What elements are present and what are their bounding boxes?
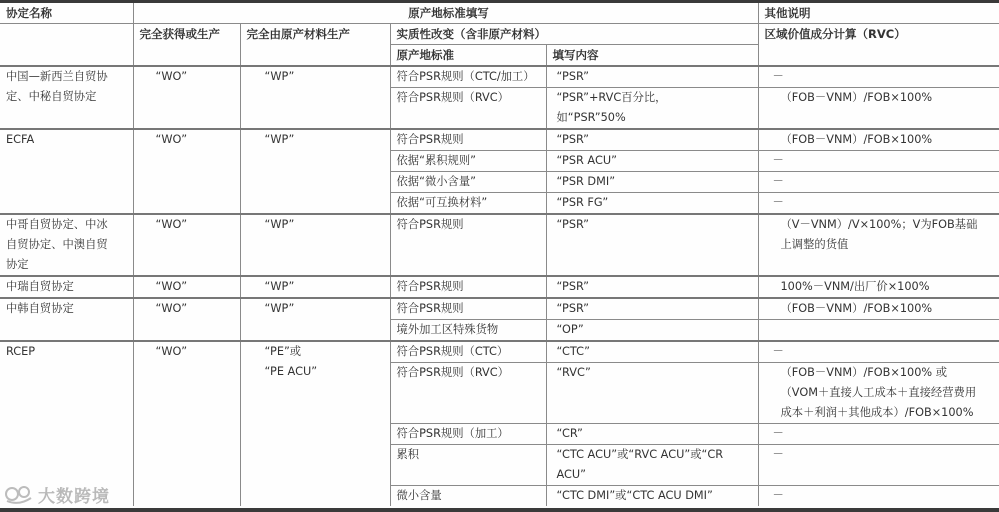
agreement-cell: 中哥自贸协定、中冰 自贸协定、中澳自贸 协定 [0, 214, 133, 276]
rvc-cell: － [758, 445, 999, 486]
header-rvc-calc: 区域价值成分计算（RVC） [758, 24, 999, 67]
wo-cell: “WO” [133, 214, 240, 276]
criterion-cell: 符合PSR规则（CTC） [390, 341, 546, 363]
rvc-cell: － [758, 486, 999, 507]
fill-cell: “PSR” [546, 298, 758, 320]
rvc-cell: － [758, 424, 999, 445]
criterion-cell: 累积 [390, 445, 546, 486]
table-row [0, 129, 999, 151]
header-row-1 [0, 3, 999, 24]
wp-cell: “WP” [240, 214, 390, 276]
pe-cell: “PE”或 “PE ACU” [240, 341, 390, 506]
criterion-cell: 依据“可互换材料” [390, 193, 546, 215]
fill-cell: “PSR DMI” [546, 172, 758, 193]
rvc-cell: － [758, 193, 999, 215]
rvc-cell: （V－VNM）/V×100%；V为FOB基础 上调整的货值 [758, 214, 999, 276]
header-row-2 [0, 24, 999, 45]
rvc-cell: （FOB－VNM）/FOB×100% [758, 129, 999, 151]
watermark-text: 大数跨境 [38, 486, 110, 507]
fill-cell: “RVC” [546, 363, 758, 424]
bottom-rule [0, 508, 999, 512]
rvc-cell: （FOB－VNM）/FOB×100% 或 （VOM＋直接人工成本＋直接经营费用 成本＋利润＋其他成本）/FOB×100% [758, 363, 999, 424]
fill-cell: “PSR” [546, 129, 758, 151]
fill-cell: “PSR” [546, 276, 758, 298]
header-wholly-mat: 完全由原产材料生产 [240, 24, 390, 67]
rvc-cell: － [758, 151, 999, 172]
fill-cell: “PSR ACU” [546, 151, 758, 172]
header-other: 其他说明 [758, 3, 999, 24]
agreement-cell: 中瑞自贸协定 [0, 276, 133, 298]
fill-cell: “CTC ACU”或“RVC ACU”或“CR ACU” [546, 445, 758, 486]
table-row [0, 66, 999, 88]
table-row [0, 214, 999, 276]
agreement-name-line: 定、中秘自贸协定 [6, 90, 97, 103]
wp-cell: “WP” [240, 298, 390, 341]
wp-cell: “WP” [240, 66, 390, 129]
fill-cell: “OP” [546, 320, 758, 342]
wo-cell: “WO” [133, 298, 240, 341]
criterion-cell: 符合PSR规则（加工） [390, 424, 546, 445]
criterion-cell: 符合PSR规则（RVC） [390, 88, 546, 130]
watermark-logo-icon [4, 484, 34, 504]
fill-cell: “CTC” [546, 341, 758, 363]
fill-cell: “CR” [546, 424, 758, 445]
header-fill: 填写内容 [546, 45, 758, 67]
table-row [0, 341, 999, 363]
criterion-cell: 依据“微小含量” [390, 172, 546, 193]
fill-cell: “PSR” [546, 66, 758, 88]
rvc-cell: － [758, 172, 999, 193]
header-substantial: 实质性改变（含非原产材料） [390, 24, 758, 45]
criterion-cell: 微小含量 [390, 486, 546, 507]
fill-cell: “PSR” [546, 214, 758, 276]
criterion-cell: 符合PSR规则 [390, 214, 546, 276]
wo-cell: “WO” [133, 129, 240, 214]
agreement-cell [0, 66, 133, 129]
wo-cell: “WO” [133, 341, 240, 506]
agreement-cell: ECFA [0, 129, 133, 214]
wp-cell: “WP” [240, 129, 390, 214]
rvc-cell: 100%－VNM/出厂价×100% [758, 276, 999, 298]
wo-cell: “WO” [133, 66, 240, 129]
table-row [0, 298, 999, 320]
rvc-cell: （FOB－VNM）/FOB×100% [758, 298, 999, 320]
wp-cell: “WP” [240, 276, 390, 298]
rvc-cell [758, 320, 999, 342]
rvc-cell: － [758, 341, 999, 363]
fill-cell: “PSR FG” [546, 193, 758, 215]
agreement-cell: RCEP [0, 341, 133, 506]
criterion-cell: 符合PSR规则 [390, 129, 546, 151]
watermark [4, 482, 110, 506]
wo-cell: “WO” [133, 276, 240, 298]
agreement-name-line: 中国—新西兰自贸协 [6, 70, 108, 83]
criterion-cell: 符合PSR规则（RVC） [390, 363, 546, 424]
criterion-cell: 境外加工区特殊货物 [390, 320, 546, 342]
agreement-cell: 中韩自贸协定 [0, 298, 133, 341]
fill-cell: “CTC DMI”或“CTC ACU DMI” [546, 486, 758, 507]
rvc-cell: － [758, 66, 999, 88]
table-row [0, 276, 999, 298]
header-wholly: 完全获得或生产 [133, 24, 240, 67]
origin-criteria-table [0, 3, 999, 506]
header-agreement: 协定名称 [6, 6, 52, 20]
header-criterion: 原产地标准 [390, 45, 546, 67]
header-origin-std: 原产地标准填写 [133, 3, 758, 24]
criterion-cell: 符合PSR规则 [390, 276, 546, 298]
criterion-cell: 符合PSR规则 [390, 298, 546, 320]
fill-cell: “PSR”+RVC百分比， 如“PSR”50% [546, 88, 758, 130]
rvc-cell: （FOB－VNM）/FOB×100% [758, 88, 999, 130]
criterion-cell: 依据“累积规则” [390, 151, 546, 172]
criterion-cell: 符合PSR规则（CTC/加工） [390, 66, 546, 88]
